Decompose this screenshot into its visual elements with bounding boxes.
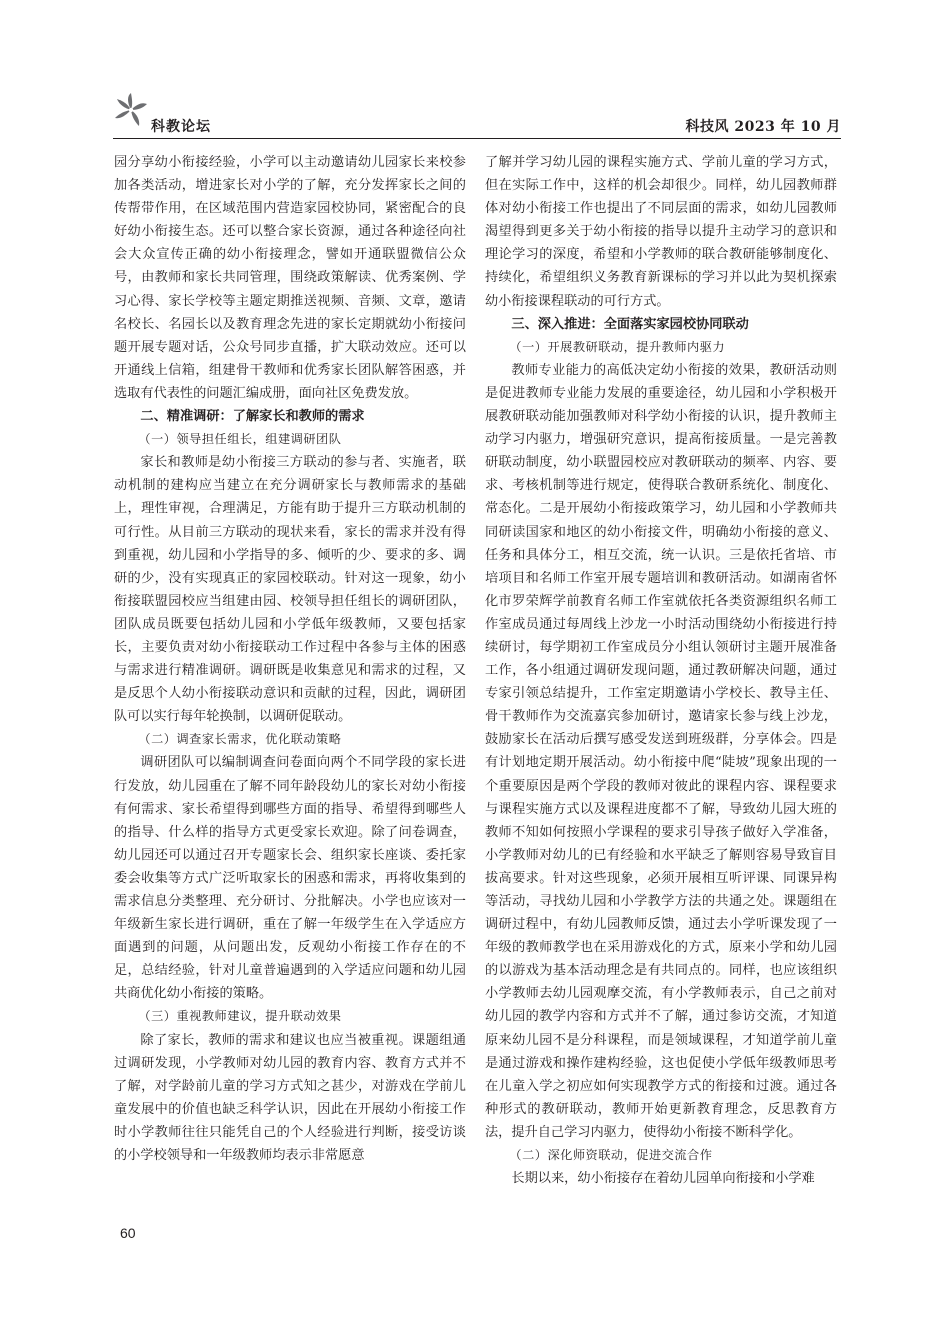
- subsection-heading: （一）领导担任组长，组建调研团队: [138, 432, 342, 447]
- subsection-heading: （三）重视教师建议，提升联动效果: [138, 1009, 342, 1024]
- section-heading: 三、深入推进：全面落实家园校协同联动: [511, 316, 749, 332]
- section-heading: 二、精准调研：了解家长和教师的需求: [140, 409, 365, 425]
- paragraph: 园分享幼小衔接经验，小学可以主动邀请幼儿园家长来校参加各类活动，增进家长对小学的了解，充分发挥家长之间的传帮带作用，在区域范围内营造家园校协同，紧密配合的良好幼小衔接生态。还可以整合家长资源，通过各种途径向社会大众宣传正确的幼小衔接理念，譬如开通联盟微信公众号，由教师和家长共同管理，围绕政策解读、优秀案例、学习心得、家长学校等主题定期推送视频、音频、文章，邀请名校长、名园长以及教育理念先进的家长定期就幼小衔接问题开展专题对话，公众号同步直播，扩大联动效应。还可以开通线上信箱，组建骨干教师和优秀家长团队解答困惑，并选取有代表性的问题汇编成册，面向社区免费发放。: [114, 155, 466, 401]
- paragraph: 了解并学习幼儿园的课程实施方式、学前儿童的学习方式，但在实际工作中，这样的机会却很少。同样，幼儿园教师群体对幼小衔接工作也提出了不同层面的需求，如幼儿园教师渴望得到更多关于幼小衔接的指导以提升主动学习的意识和理论学习的深度，希望和小学教师的联合教研能够制度化、持续化，希望组织义务教育新课标的学习并以此为契机探索幼小衔接课程联动的可行方式。: [485, 155, 837, 309]
- right-column: [485, 151, 837, 1190]
- journal-issue: 科技风 2023 年 10 月: [685, 119, 841, 135]
- subsection-heading: （二）深化师资联动，促进交流合作: [509, 1148, 713, 1163]
- paragraph: 长期以来，幼小衔接存在着幼儿园单向衔接和小学难: [511, 1171, 815, 1187]
- paragraph: 家长和教师是幼小衔接三方联动的参与者、实施者，联动机制的建构应当建立在充分调研家长与教师需求的基础上，理性审视，合理满足，方能有助于提升三方联动机制的可行性。从目前三方联动的现状来看，家长的需求并没有得到重视，幼儿园和小学指导的多、倾听的少、要求的多、调研的少，没有实现真正的家园校联动。针对这一现象，幼小衔接联盟园校应当组建由园、校领导担任组长的调研团队，团队成员既要包括幼儿园和小学低年级教师，又要包括家长，主要负责对幼小衔接联动工作过程中各参与主体的困惑与需求进行精准调研。调研既是收集意见和需求的过程，又是反思个人幼小衔接联动意识和贡献的过程，因此，调研团队可以实行每年轮换制，以调研促联动。: [114, 455, 466, 725]
- left-column: [114, 151, 466, 1167]
- subsection-heading: （二）调查家长需求，优化联动策略: [138, 732, 342, 747]
- subsection-heading: （一）开展教研联动，提升教师内驱力: [509, 339, 726, 354]
- paragraph: 教师专业能力的高低决定幼小衔接的效果，教研活动则是促进教师专业能力发展的重要途径，幼儿园和小学积极开展教研联动能加强教师对科学幼小衔接的认识，提升教师主动学习内驱力，增强研究意识，提高衔接质量。一是完善教研联动制度，幼小联盟园校应对教研联动的频率、内容、要求、考核机制等进行规定，使得联合教研系统化、制度化、常态化。二是开展幼小衔接政策学习，幼儿园和小学教师共同研读国家和地区的幼小衔接文件，明确幼小衔接的意义、任务和具体分工，相互交流，统一认识。三是依托省培、市培项目和名师工作室开展专题培训和教研活动。如湖南省怀化市罗荣辉学前教育名师工作室就依托各类资源组织名师工作室成员通过每周线上沙龙一小时活动围绕幼小衔接进行持续研讨，每学期初工作室成员分小组认领研讨主题开展准备工作，各小组通过调研发现问题，通过教研解决问题，通过专家引领总结提升，工作室定期邀请小学校长、教导主任、骨干教师作为交流嘉宾参加研讨，邀请家长参与线上沙龙，鼓励家长在活动后撰写感受发送到班级群，分享体会。四是有计划地定期开展活动。幼小衔接中爬“陡坡”现象出现的一个重要原因是两个学段的教师对彼此的课程内容、课程要求与课程实施方式以及课程进度都不了解，导致幼儿园大班的教师不知如何按照小学课程的要求引导孩子做好入学准备，小学教师对幼儿的已有经验和水平缺乏了解则容易导致盲目拔高要求。针对这些现象，必须开展相互听评课、同课异构等活动，寻找幼儿园和小学教学方法的共通之处。课题组在调研过程中，有幼儿园教师反馈，通过去小学听课发现了一年级的教师教学也在采用游戏化的方式，原来小学和幼儿园的以游戏为基本活动理念是有共同点的。同样，也应该组织小学教师去幼儿园观摩交流，有小学教师表示，自己之前对幼儿园的教学内容和方式并不了解，通过参访交流，才知道原来幼儿园不是分科课程，而是领域课程，才知道学前儿童是通过游戏和操作建构经验，这也促使小学低年级教师思考在儿童入学之初应如何实现教学方式的衔接和过渡。通过各种形式的教研联动，教师开始更新教育理念，反思教育方法，提升自己学习内驱力，使得幼小衔接不断科学化。: [485, 362, 837, 1140]
- paragraph: 除了家长，教师的需求和建议也应当被重视。课题组通过调研发现，小学教师对幼儿园的教育内容、教育方式并不了解，对学龄前儿童的学习方式知之甚少，对游戏在学前儿童发展中的价值也缺乏科学认识，因此在开展幼小衔接工作时小学教师往往只能凭自己的个人经验进行判断，接受访谈的小学校领导和一年级教师均表示非常愿意: [114, 1032, 466, 1164]
- journal-logo-icon: [113, 92, 149, 128]
- page-header: [113, 92, 841, 140]
- page-number: 60: [120, 1225, 136, 1241]
- paragraph: 调研团队可以编制调查问卷面向两个不同学段的家长进行发放，幼儿园重在了解不同年龄段幼儿的家长对幼小衔接有何需求、家长希望得到哪些方面的指导、希望得到哪些人的指导、什么样的指导方式更受家长欢迎。除了问卷调查，幼儿园还可以通过召开专题家长会、组织家长座谈、委托家委会收集等方式广泛听取家长的困惑和需求，再将收集到的需求信息分类整理、充分研讨、分批解决。小学也应该对一年级新生家长进行调研，重在了解一年级学生在入学适应方面遇到的问题，从问题出发，反观幼小衔接工作存在的不足，总结经验，针对儿童普遍遇到的入学适应问题和幼儿园共商优化幼小衔接的策略。: [114, 755, 466, 1002]
- journal-section-title: 科教论坛: [151, 119, 211, 135]
- header-rule: [113, 138, 841, 139]
